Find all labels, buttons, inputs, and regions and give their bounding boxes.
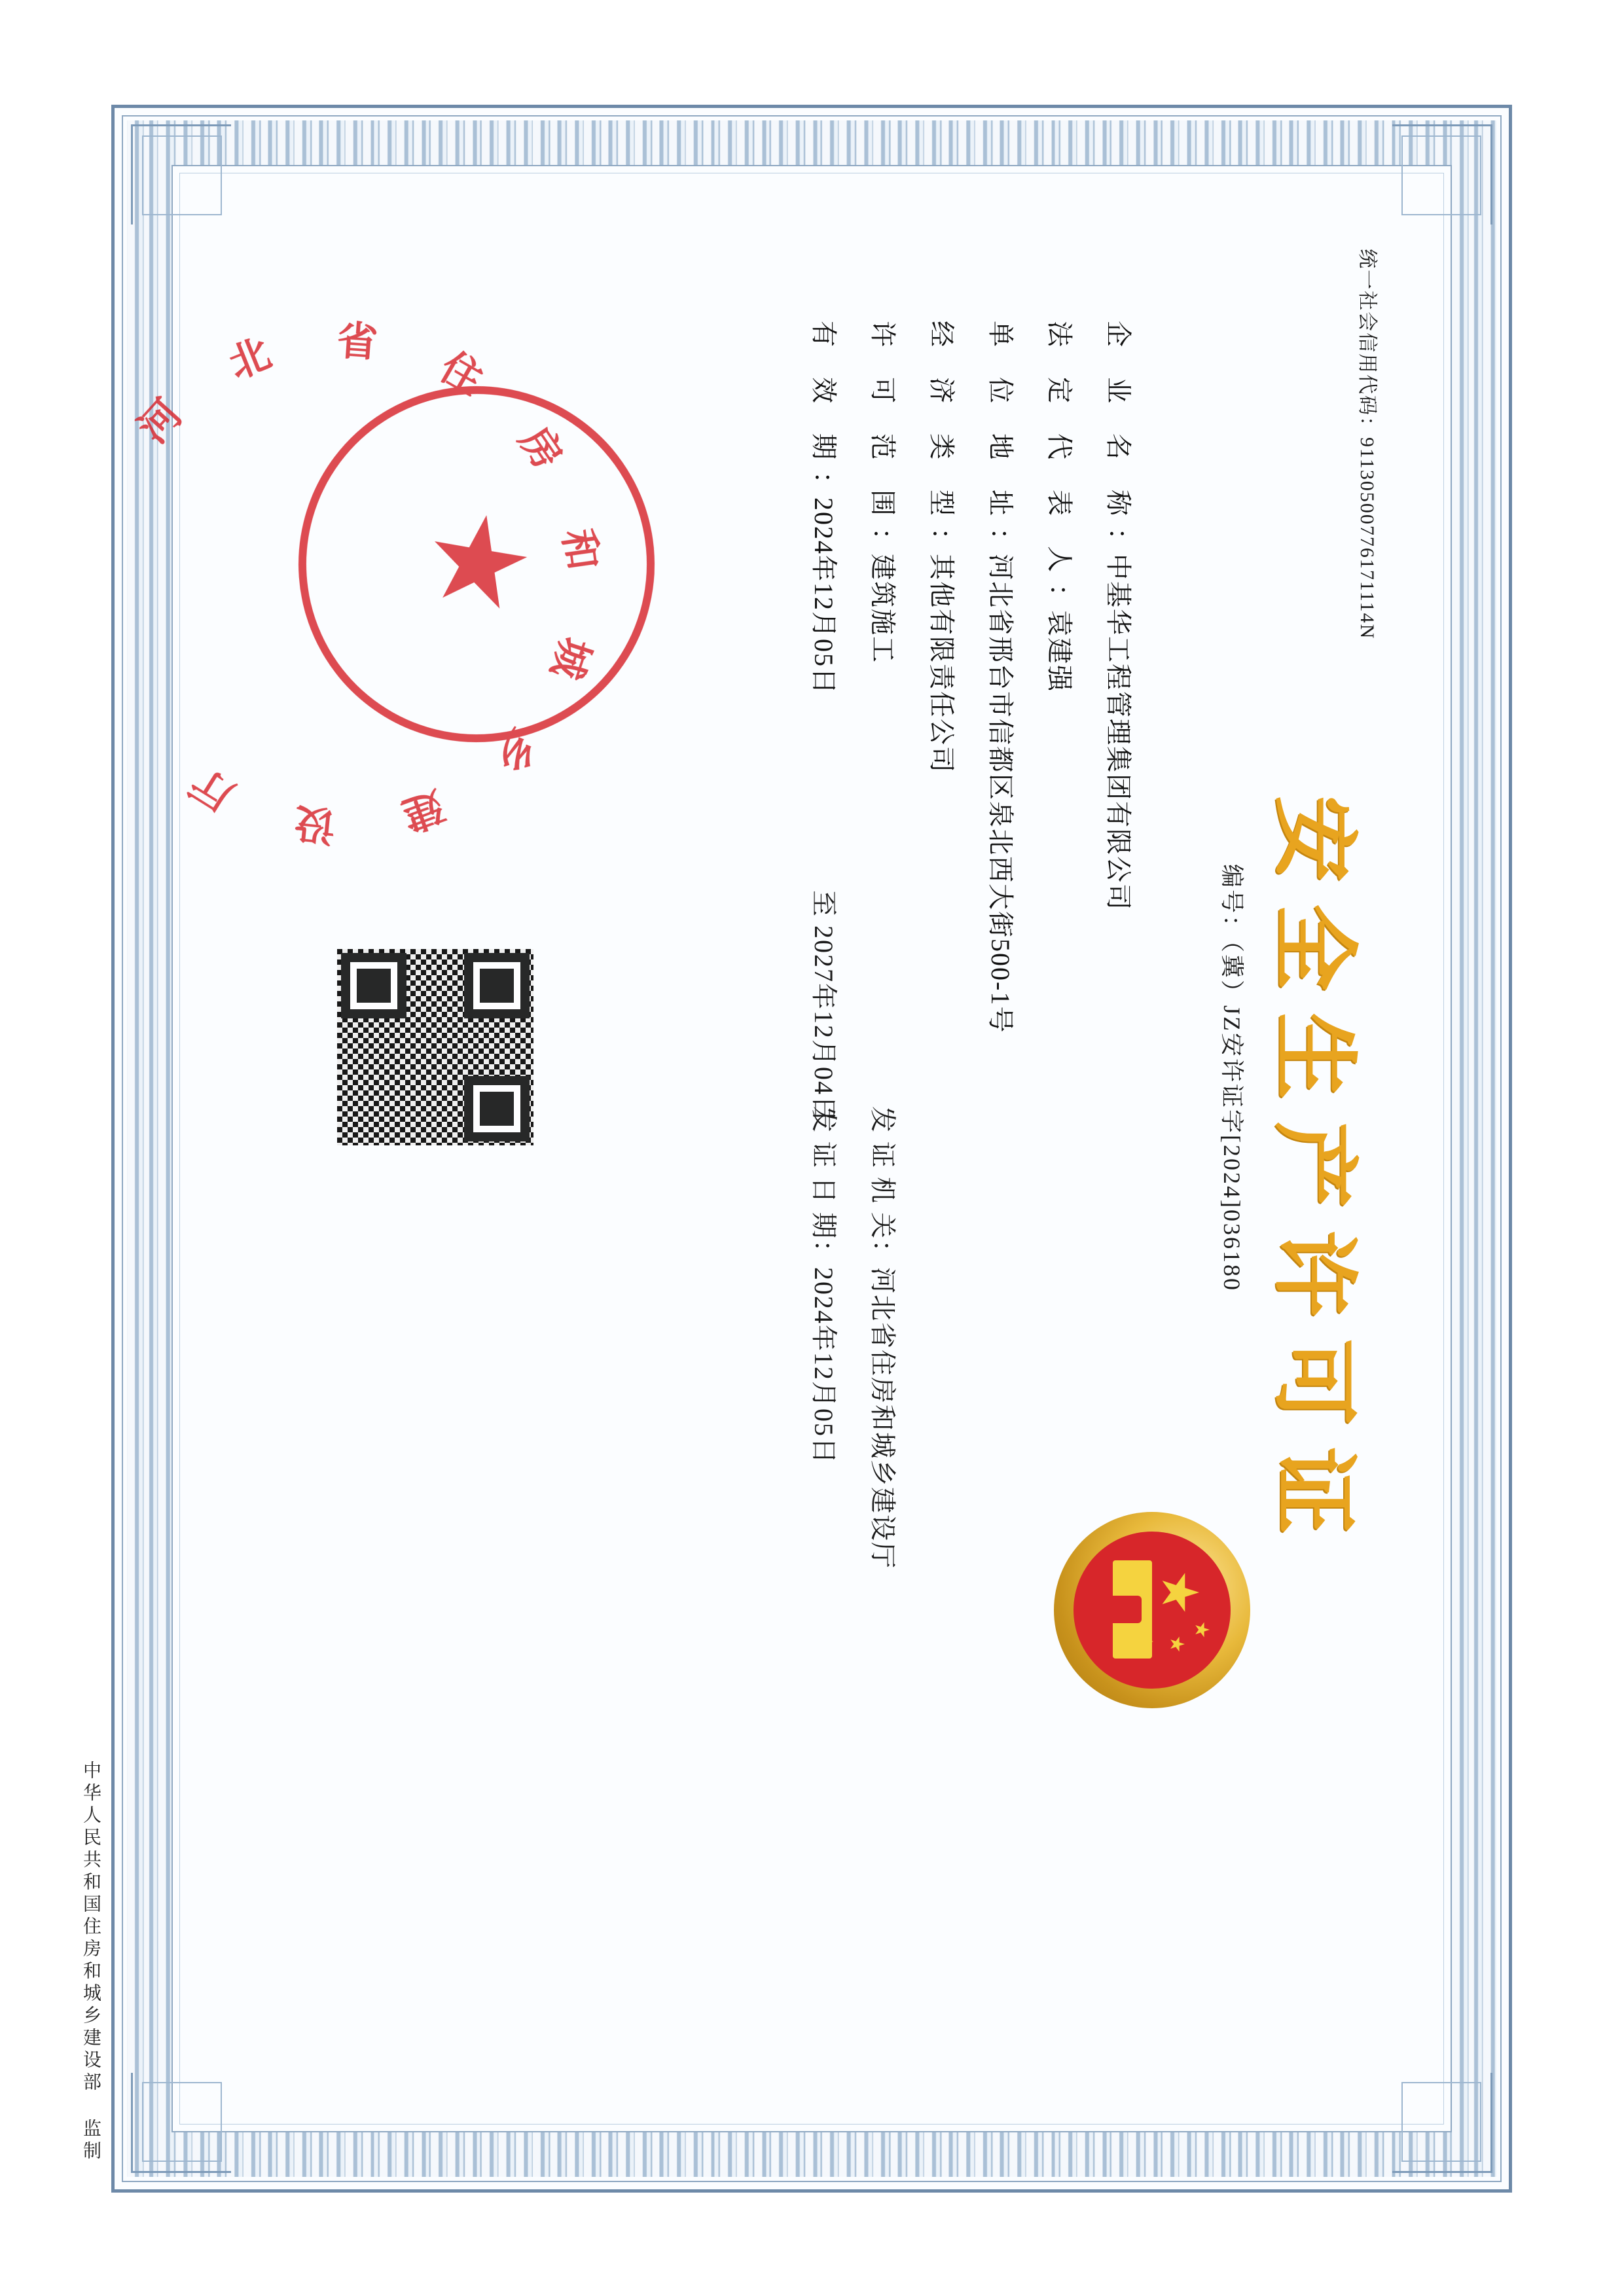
field-enterprise-name	[1102, 321, 1139, 911]
qr-code[interactable]	[337, 949, 533, 1145]
certificate-card	[111, 105, 1512, 2193]
field-value: 2024年12月05日	[809, 497, 839, 695]
field-label: 经 济 类 型	[927, 321, 956, 528]
field-sep: ：	[986, 528, 1015, 554]
field-value: 建筑施工	[868, 554, 897, 664]
seal-char: 和	[554, 526, 605, 573]
seal-char: 住	[432, 344, 490, 404]
emblem-tiananmen	[1113, 1560, 1152, 1659]
unified-social-credit-code	[1355, 249, 1384, 639]
field-label: 企 业 名 称	[1104, 321, 1133, 528]
issuer-value: 河北省住房和城乡建设厅	[868, 1267, 897, 1570]
field-valid-period	[807, 321, 844, 695]
qr-finder-bottom-left	[341, 953, 406, 1018]
emblem-field	[1074, 1532, 1231, 1689]
field-sep: ：	[927, 528, 956, 554]
issue-date-label: 发 证 日 期：	[809, 1106, 839, 1267]
seal-char: 省	[335, 319, 380, 367]
issuer-label: 发 证 机 关：	[868, 1106, 897, 1267]
field-label: 有 效 期	[809, 321, 839, 471]
field-unit-address	[984, 321, 1021, 1033]
serial-number	[1217, 864, 1250, 1292]
seal-char: 建	[396, 782, 450, 838]
field-sep: ：	[1104, 528, 1133, 554]
field-label: 单 位 地 址	[986, 321, 1015, 528]
field-value: 中基华工程管理集团有限公司	[1104, 554, 1133, 911]
serial-label: 编号：	[1219, 864, 1245, 941]
serial-value: （冀）JZ安许证字[2024]036180	[1219, 941, 1245, 1292]
field-label: 法 定 代 表 人	[1045, 321, 1074, 584]
field-economic-type	[925, 321, 962, 774]
field-sep: ：	[809, 471, 839, 497]
seal-text	[130, 319, 668, 848]
uscc-value: 91130500776171114N	[1356, 437, 1378, 640]
seal-char: 城	[543, 632, 598, 685]
field-value: 河北省邢台市信都区泉北西大街500-1号	[986, 554, 1015, 1034]
field-sep: ：	[868, 528, 897, 554]
seal-char: 北	[223, 331, 278, 388]
valid-to-value: 2027年12月04日	[809, 925, 839, 1123]
issue-date-value: 2024年12月05日	[809, 1267, 839, 1465]
field-value: 袁建强	[1045, 610, 1074, 692]
rotated-content	[130, 170, 1447, 2127]
issue-date	[807, 1106, 844, 1465]
seal-char: 河	[130, 391, 191, 452]
valid-to-label: 至	[809, 890, 839, 918]
official-seal	[130, 319, 677, 848]
qr-finder-top-left	[464, 953, 530, 1018]
qr-finder-top-right	[464, 1076, 530, 1141]
uscc-label: 统一社会信用代码：	[1356, 249, 1378, 437]
seal-char: 房	[511, 419, 571, 478]
valid-period-end	[807, 890, 844, 1123]
field-sep: ：	[1045, 584, 1074, 610]
national-emblem-icon	[1054, 1512, 1250, 1708]
seal-char: 乡	[484, 721, 545, 781]
field-value: 其他有限责任公司	[927, 554, 956, 774]
seal-char: 设	[293, 799, 338, 848]
issuing-authority	[866, 1106, 903, 1570]
field-license-scope	[866, 321, 903, 664]
seal-char: 厅	[183, 758, 242, 818]
field-label: 许 可 范 围	[868, 321, 897, 528]
field-legal-representative	[1043, 321, 1080, 692]
document-title: 安全生产许可证	[1265, 795, 1362, 1556]
footer-note: 中华人民共和国住房和城乡建设部 监制	[81, 1761, 101, 2163]
